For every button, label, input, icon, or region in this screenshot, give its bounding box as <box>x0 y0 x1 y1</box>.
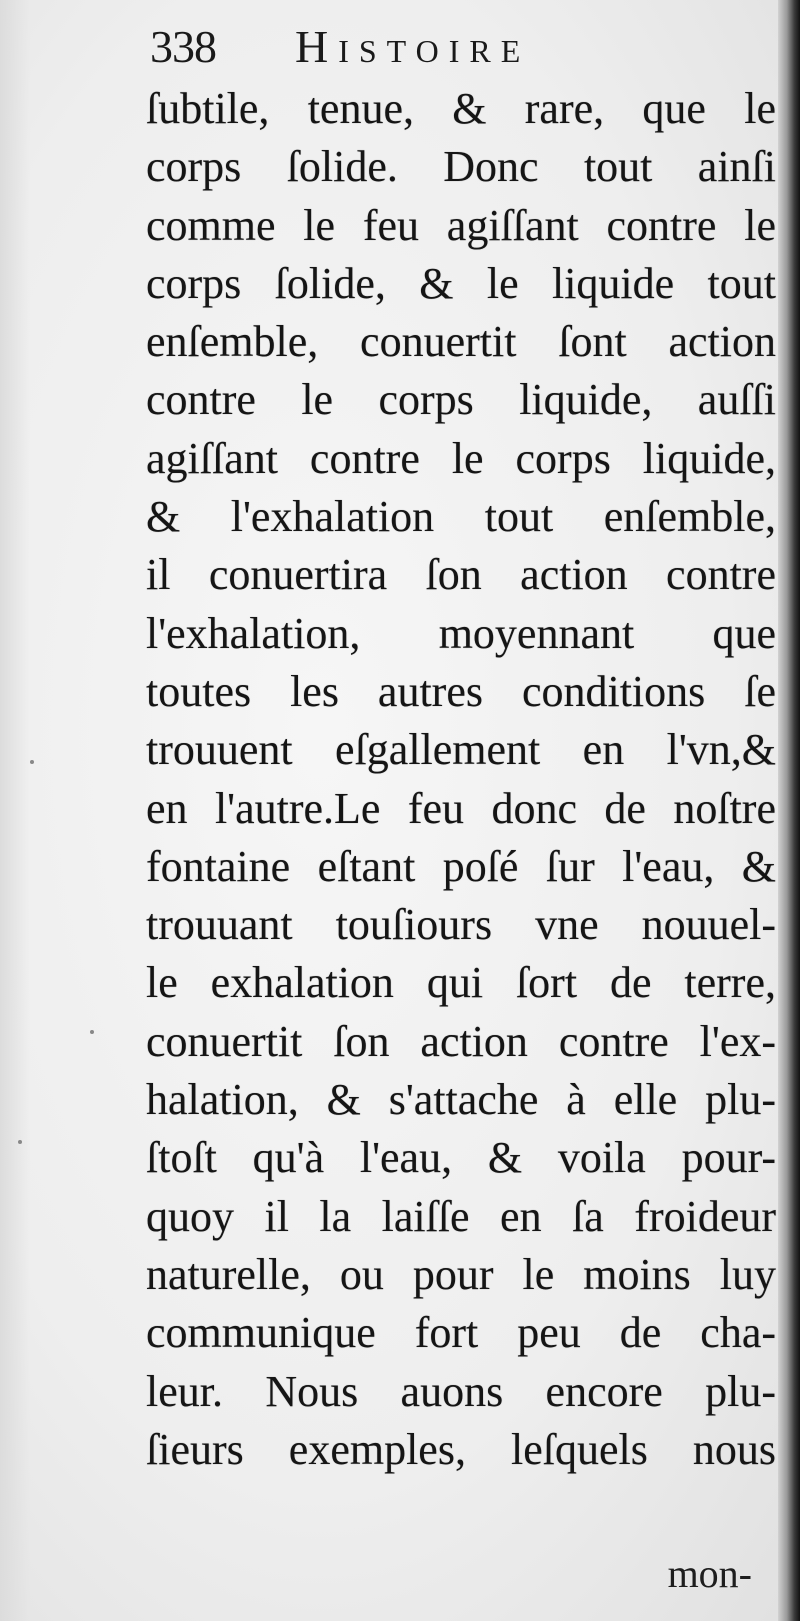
page-header <box>150 18 670 78</box>
text-line: conuertit ſon action contre l'ex- <box>146 1016 776 1066</box>
text-line: leur. Nous auons encore plu- <box>146 1366 776 1416</box>
text-line: trouuant touſiours vne nouuel- <box>146 900 776 950</box>
paper-speck <box>90 1030 94 1034</box>
text-line: quoy il la laiſſe en ſa froideur <box>146 1191 776 1241</box>
text-line: le exhalation qui ſort de terre, <box>146 958 776 1008</box>
text-line: corps ſolide, & le liquide tout <box>146 258 776 308</box>
text-line: trouuent eſgallement en l'vn,& <box>146 725 776 775</box>
text-line: fontaine eſtant poſé ſur l'eau, & <box>146 841 776 891</box>
text-line: ſieurs exemples, leſquels nous <box>146 1424 776 1474</box>
text-line: naturelle, ou pour le moins luy <box>146 1249 776 1299</box>
body-text <box>146 80 776 1479</box>
text-line: ſtoſt qu'à l'eau, & voila pour- <box>146 1133 776 1183</box>
text-line: il conuertira ſon action contre <box>146 550 776 600</box>
text-line: halation, & s'attache à elle plu- <box>146 1075 776 1125</box>
text-line: & l'exhalation tout enſemble, <box>146 492 776 542</box>
paper-speck <box>18 1140 22 1144</box>
text-line: ſubtile, tenue, & rare, que le <box>146 84 776 133</box>
page-number: 338 <box>150 21 216 72</box>
text-line: agiſſant contre le corps liquide, <box>146 433 776 483</box>
text-line: comme le feu agiſſant contre le <box>146 200 776 250</box>
text-line: toutes les autres conditions ſe <box>146 666 776 716</box>
text-line: corps ſolide. Donc tout ainſi <box>146 142 776 192</box>
catchword: mon- <box>667 1551 752 1596</box>
text-line: l'exhalation, moyennant que <box>146 608 776 658</box>
text-line: enſemble, conuertit ſont action <box>146 317 776 367</box>
page-edge-shadow <box>778 0 800 1621</box>
text-line: en l'autre.Le feu donc de noſtre <box>146 783 776 833</box>
text-line: contre le corps liquide, auſſi <box>146 375 776 425</box>
text-line: communique fort peu de cha- <box>146 1308 776 1358</box>
paper-speck <box>30 760 34 764</box>
running-title: Histoire <box>295 21 531 72</box>
page-left-shading <box>0 0 30 1621</box>
